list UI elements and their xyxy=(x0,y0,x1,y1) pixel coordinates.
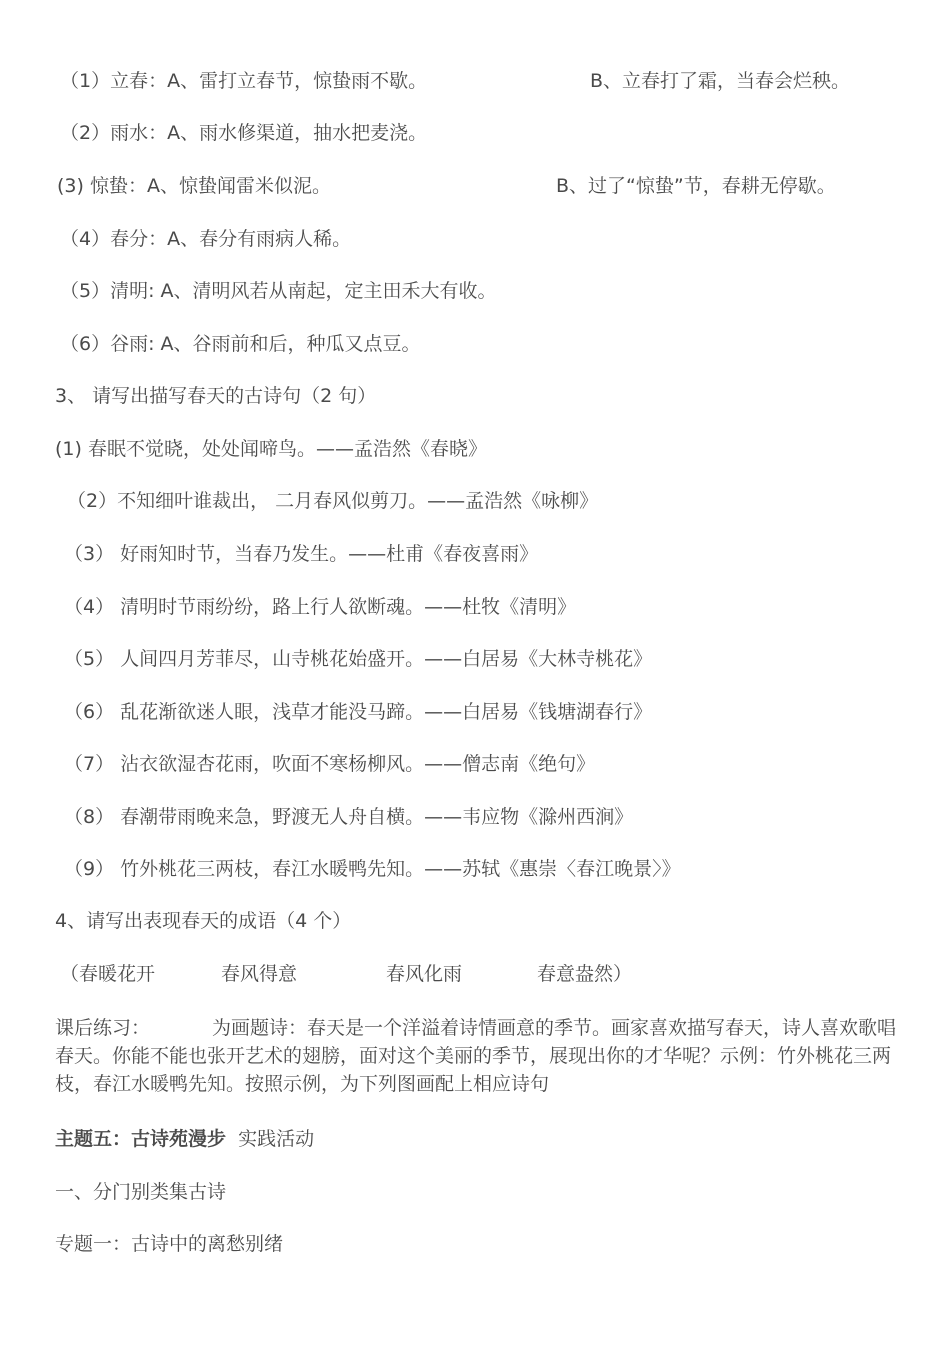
section-3-heading: 3、 请写出描写春天的古诗句（2 句） xyxy=(55,385,377,407)
poem-line: (1) 春眠不觉晓，处处闻啼鸟。——孟浩然《春晓》 xyxy=(55,438,487,460)
exercise-label: 课后练习： xyxy=(55,1017,151,1039)
poem-line: （5） 人间四月芳菲尽，山寺桃花始盛开。——白居易《大林寺桃花》 xyxy=(64,648,653,670)
idiom-item: 春风得意 xyxy=(221,963,298,985)
solar-term-yushui-a: （2）雨水：A、雨水修渠道，抽水把麦浇。 xyxy=(60,122,428,144)
topic-1-heading: 专题一：古诗中的离愁别绪 xyxy=(55,1233,284,1255)
theme-5-title xyxy=(55,1130,314,1149)
solar-term-chunfen-a: （4）春分：A、春分有雨病人稀。 xyxy=(60,228,352,250)
exercise-paragraph xyxy=(55,1014,905,1098)
idiom-item: 春意盎然） xyxy=(537,963,633,985)
poem-line: （6） 乱花渐欲迷人眼，浅草才能没马蹄。——白居易《钱塘湖春行》 xyxy=(64,701,653,723)
poem-line: （7） 沾衣欲湿杏花雨，吹面不寒杨柳风。——僧志南《绝句》 xyxy=(64,753,596,775)
solar-term-lichun-a: （1）立春：A、雷打立春节，惊蛰雨不歇。 xyxy=(60,70,428,92)
theme-5-title-bold: 主题五：古诗苑漫步 xyxy=(55,1128,227,1150)
exercise-text: 为画题诗：春天是一个洋溢着诗情画意的季节。画家喜欢描写春天，诗人喜欢歌唱春天。你能不能也张开艺术的翅膀，面对这个美丽的季节，展现出你的才华呢？示例：竹外桃花三两枝，春江水暖鸭先知。按照示例，为下列图画配上相应诗句 xyxy=(55,1017,897,1095)
part-1-heading: 一、分门别类集古诗 xyxy=(55,1181,227,1203)
solar-term-jingzhe-b: B、过了“惊蛰”节，春耕无停歇。 xyxy=(556,175,836,197)
solar-term-jingzhe-a: (3) 惊蛰：A、惊蛰闻雷米似泥。 xyxy=(57,175,331,197)
solar-term-guyu-a: （6）谷雨: A、谷雨前和后，种瓜又点豆。 xyxy=(60,333,421,355)
section-4-heading: 4、请写出表现春天的成语（4 个） xyxy=(55,910,352,932)
solar-term-lichun-b: B、立春打了霜，当春会烂秧。 xyxy=(590,70,851,92)
idiom-item: （春暖花开 xyxy=(60,963,156,985)
solar-term-qingming-a: （5）清明: A、清明风若从南起，定主田禾大有收。 xyxy=(60,280,497,302)
theme-5-title-rest: 实践活动 xyxy=(238,1128,315,1150)
poem-line: （3） 好雨知时节，当春乃发生。——杜甫《春夜喜雨》 xyxy=(64,543,539,565)
poem-line: （8） 春潮带雨晚来急，野渡无人舟自横。——韦应物《滁州西涧》 xyxy=(64,806,634,828)
idiom-item: 春风化雨 xyxy=(386,963,463,985)
poem-line: （2）不知细叶谁裁出， 二月春风似剪刀。——孟浩然《咏柳》 xyxy=(67,490,599,512)
poem-line: （9） 竹外桃花三两枝，春江水暖鸭先知。——苏轼《惠崇〈春江晚景〉》 xyxy=(64,858,681,880)
poem-line: （4） 清明时节雨纷纷，路上行人欲断魂。——杜牧《清明》 xyxy=(64,596,577,618)
